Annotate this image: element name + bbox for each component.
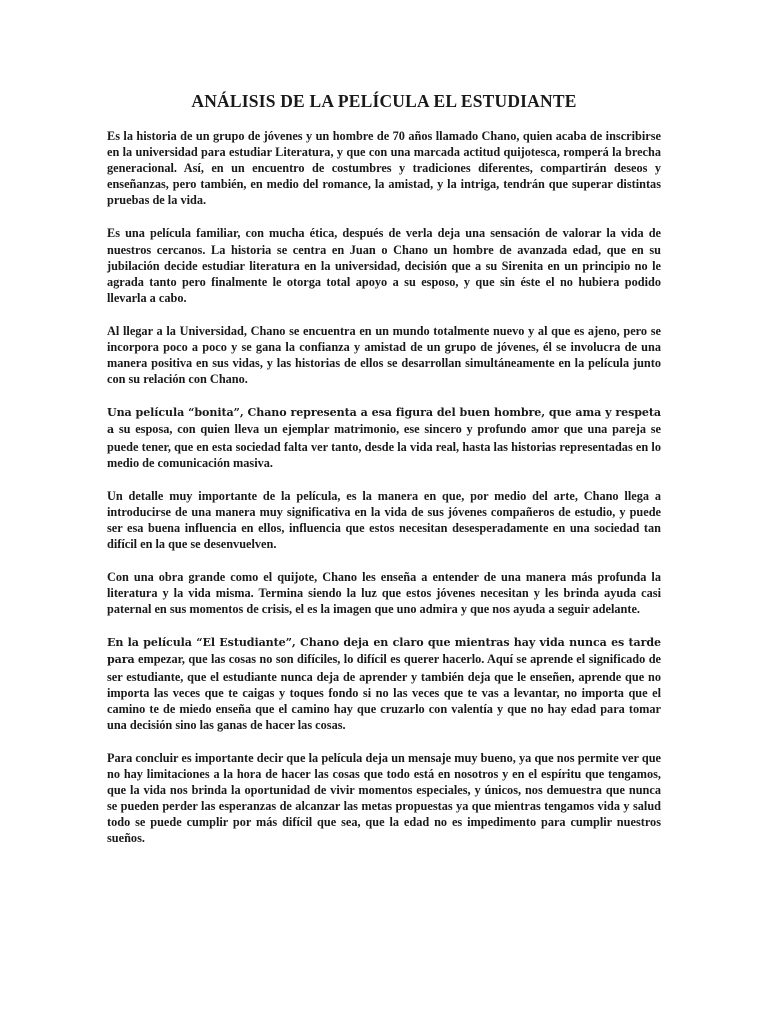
paragraph-2 (107, 225, 661, 305)
document-body (107, 128, 661, 863)
paragraph-text: Con una obra grande como el quijote, Chano les enseña a entender de una manera más profunda la literatura y la vida misma. Termina siendo la luz que estos jóvenes necesitan y les brinda ayuda casi paternal en sus momentos de crisis, el es la imagen que uno admira y que nos ayuda a seguir adelante. (107, 570, 661, 617)
document-title: ANÁLISIS DE LA PELÍCULA EL ESTUDIANTE (191, 91, 577, 111)
paragraph-text: Para concluir es importante decir que la película deja un mensaje muy bueno, ya que nos permite ver que no hay limitaciones a la hora de hacer las cosas que todo está en nosotros y en el espíritu que tengamos, que la vida nos brinda la oportunidad de vivir momentos especiales, y únicos, nos demuestra que nunca se pueden perder las esperanzas de alcanzar las metas propuestas ya que mientras tengamos vida y salud todo se puede cumplir por más difícil que sea, que la edad no es impedimento para cumplir nuestros sueños. (107, 750, 661, 846)
paragraph-text: empezar, que las cosas no son difíciles, lo difícil es querer hacerlo. Aquí se aprende el significado de ser estudiante, que el estudiante nunca deja de aprender y también deja que le enseñen, aprende que no importa las veces que te caigas y toques fondo si no las veces que te vas a levantar, no importa que el camino te de miedo enseña que el camino hay que cruzarlo con valentía y que no hay edad para tomar una decisión sino las ganas de hacer las cosas. (107, 652, 661, 732)
paragraph-3 (107, 323, 661, 387)
paragraph-6 (107, 569, 661, 617)
paragraph-1 (107, 128, 661, 208)
paragraph-lead-text: Una película “bonita”, Chano representa a esa figura del buen hombre, que ama y respeta a (107, 406, 661, 437)
paragraph-4 (107, 404, 661, 470)
paragraph-text: Un detalle muy importante de la película, es la manera en que, por medio del arte, Chano llega a introducirse de una manera muy significativa en la vida de sus jóvenes compañeros de estudio, y puede ser esa buena influencia en ellos, influencia que estos necesitan desesperadamente en una sociedad tan difícil en la que se desenvuelven. (107, 488, 661, 551)
paragraph-8 (107, 750, 661, 847)
paragraph-lead-text: En la película “El Estudiante”, Chano deja en claro que mientras hay vida nunca es tarde para (107, 636, 661, 667)
paragraph-text: su esposa, con quien lleva un ejemplar matrimonio, ese sincero y profundo amor que una pareja se puede tener, que en esta sociedad falta ver tanto, desde la vida real, hasta las historias representadas en lo medio de comunicación masiva. (107, 422, 661, 470)
paragraph-5 (107, 488, 661, 552)
paragraph-text: Es la historia de un grupo de jóvenes y un hombre de 70 años llamado Chano, quien acaba de inscribirse en la universidad para estudiar Literatura, y que con una marcada actitud quijotesca, romperá la brecha generacional. Así, en un encuentro de costumbres y tradiciones diferentes, compartirán deseos y enseñanzas, pero también, en medio del romance, la amistad, y la intriga, tendrán que superar distintas pruebas de la vida. (107, 129, 661, 208)
paragraph-text: Es una película familiar, con mucha ética, después de verla deja una sensación de valorar la vida de nuestros cercanos. La historia se centra en Juan o Chano un hombre de avanzada edad, que en su jubilación decide estudiar literatura en la universidad, decisión que a su Sirenita en un principio no le agrada tanto pero finalmente le otorga total apoyo a su esposo, y que sin éste el no hubiera podido llevarla a cabo. (107, 226, 661, 305)
paragraph-7 (107, 634, 661, 733)
paragraph-text: Al llegar a la Universidad, Chano se encuentra en un mundo totalmente nuevo y al que es ajeno, pero se incorpora poco a poco y se gana la confianza y amistad de un grupo de jóvenes, él se involucra de una manera positiva en sus vidas, y las historias de ellos se desarrollan simultáneamente en la película junto con su relación con Chano. (107, 323, 661, 387)
